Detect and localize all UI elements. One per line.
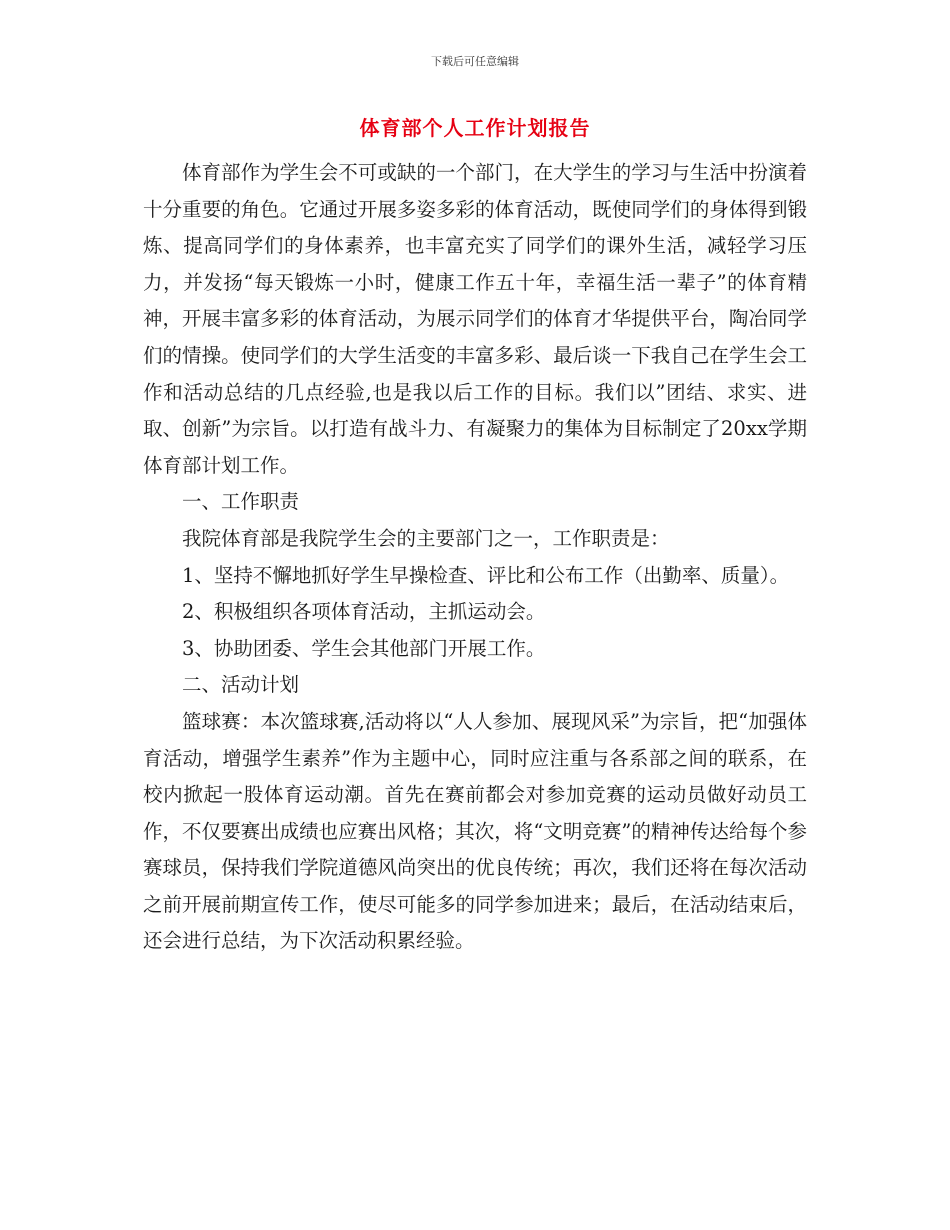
duty-item-3: 3、协助团委、学生会其他部门开展工作。 — [182, 636, 546, 660]
basketball-paragraph: 篮球赛：本次篮球赛,活动将以“人人参加、展现风采”为宗旨，把“加强体育活动，增强学生素养”作为主题中心，同时应注重与各系部之间的联系，在校内掀起一股体育运动潮。首先在赛前都会对参加竞赛的运动员做好动员工作，不仅要赛出成绩也应赛出风格；其次，将“文明竞赛”的精神传达给每个参赛球员，保持我们学院道德风尚突出的优良传统；再次，我们还将在每次活动之前开展前期宣传工作，使尽可能多的同学参加进来；最后，在活动结束后，还会进行总结，为下次活动积累经验。 — [143, 709, 807, 953]
header-note: 下载后可任意编辑 — [431, 55, 519, 68]
section-heading-activities: 二、活动计划 — [182, 673, 300, 697]
section-heading-duties: 一、工作职责 — [182, 490, 300, 514]
document-body — [143, 155, 807, 960]
document-title: 体育部个人工作计划报告 — [359, 116, 591, 140]
duty-item-1: 1、坚持不懈地抓好学生早操检查、评比和公布工作（出勤率、质量）。 — [182, 563, 790, 587]
duties-intro: 我院体育部是我院学生会的主要部门之一，工作职责是： — [182, 526, 670, 550]
duty-item-2: 2、积极组织各项体育活动，主抓运动会。 — [182, 600, 546, 624]
intro-paragraph: 体育部作为学生会不可或缺的一个部门，在大学生的学习与生活中扮演着十分重要的角色。它通过开展多姿多彩的体育活动，既使同学们的身体得到锻炼、提高同学们的身体素养，也丰富充实了同学们的课外生活，减轻学习压力，并发扬“每天锻炼一小时，健康工作五十年，幸福生活一辈子”的体育精神，开展丰富多彩的体育活动，为展示同学们的体育才华提供平台，陶冶同学们的情操。使同学们的大学生活变的丰富多彩、最后谈一下我自己在学生会工作和活动总结的几点经验,也是我以后工作的目标。我们以”团结、求实、进取、创新”为宗旨。以打造有战斗力、有凝聚力的集体为目标制定了20xx学期体育部计划工作。 — [143, 161, 807, 477]
